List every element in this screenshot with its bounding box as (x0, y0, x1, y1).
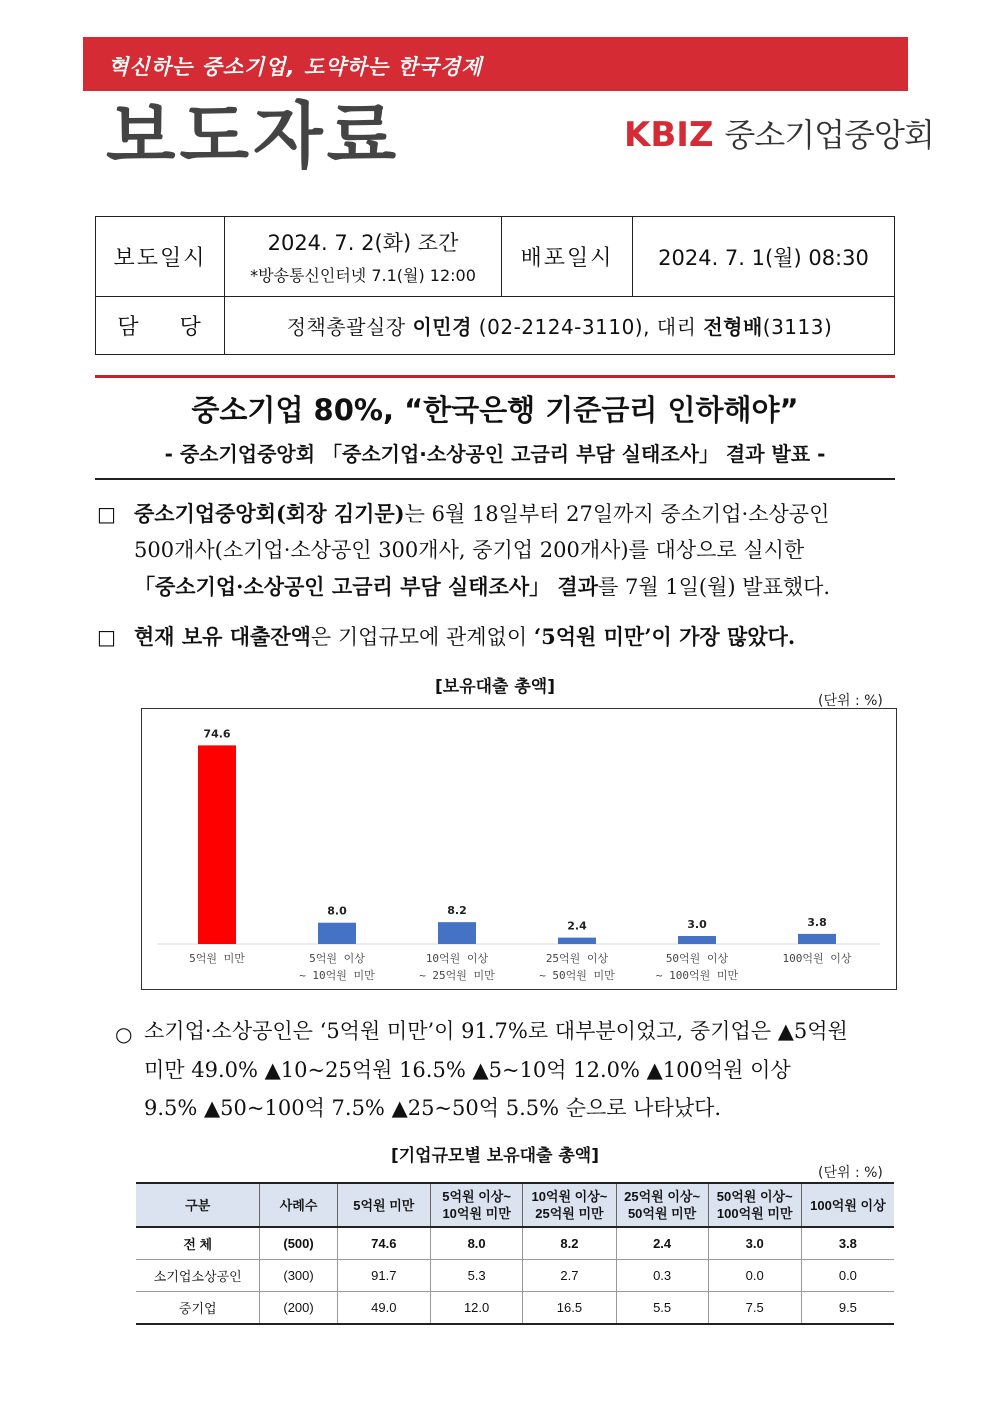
category-label-line2-4: ~ 100억원 미만 (655, 969, 739, 982)
table-cell: 7.5 (708, 1292, 801, 1325)
table-row (136, 1292, 894, 1325)
category-label-line2-3: ~ 50억원 미만 (539, 969, 615, 982)
bar-2 (438, 922, 476, 944)
headline: 중소기업 80%, “한국은행 기준금리 인하해야” (191, 393, 799, 427)
table-cell: 0.3 (616, 1260, 708, 1292)
logo-org-name: 중소기업중앙회 (724, 116, 934, 154)
table-header-row (136, 1183, 894, 1227)
table-cell: 9.5 (801, 1292, 894, 1325)
bullet-circle: ○ (115, 1022, 133, 1046)
table-cell: 2.7 (523, 1260, 616, 1292)
table-cell: 중기업 (136, 1292, 260, 1325)
sub-para-line1: 소기업·소상공인은 ‘5억원 미만’이 91.7%로 대부분이었고, 중기업은 ▲5억원 (144, 1019, 848, 1043)
category-label-line2-1: ~ 10억원 미만 (299, 969, 375, 982)
table-title: [기업규모별 보유대출 총액] (390, 1146, 600, 1166)
bar-value-label-0: 74.6 (203, 727, 231, 741)
para1-line1 (134, 496, 829, 532)
table-cell: 5.3 (430, 1260, 522, 1292)
table-cell: 3.0 (708, 1227, 801, 1260)
contact-title: 정책총괄실장 (286, 315, 413, 339)
table-cell: 소기업소상공인 (136, 1260, 260, 1292)
table-cell: (200) (260, 1292, 337, 1325)
bar-3 (558, 938, 596, 944)
contact-phone: (02-2124-3110), 대리 (471, 315, 704, 339)
para1-survey: 「중소기업·소상공인 고금리 부담 실태조사」 결과 (134, 574, 598, 599)
subheadline: - 중소기업중앙회 「중소기업·소상공인 고금리 부담 실태조사」 결과 발표 - (164, 442, 826, 466)
contact-name-1: 이민경 (412, 315, 472, 339)
category-label-0: 5억원 미만 (189, 952, 245, 965)
chart-unit: (단위 : %) (818, 693, 883, 709)
bar-0 (198, 745, 236, 944)
press-release-title: 보도자료 (106, 94, 401, 178)
column-header: 구분 (136, 1183, 260, 1227)
para1-l1-rest: 는 6월 18일부터 27일까지 중소기업·소상공인 (404, 502, 830, 526)
table-cell: 전 체 (136, 1227, 260, 1260)
divider-black (95, 478, 895, 480)
para2-bold2: ‘5억원 미만’이 가장 많았다. (533, 624, 796, 649)
sub-para-line2: 미만 49.0% ▲10~25억원 16.5% ▲5~10억 12.0% ▲100억원 이상 (144, 1058, 791, 1082)
table-cell: 3.8 (801, 1227, 894, 1260)
table-unit: (단위 : %) (818, 1165, 883, 1181)
release-note: *방송통신인터넷 7.1(월) 12:00 (250, 266, 476, 285)
table-cell: (300) (260, 1260, 337, 1292)
contact-ext: (3113) (762, 315, 833, 339)
bar-value-label-5: 3.8 (807, 915, 827, 929)
category-label-5: 100억원 이상 (782, 952, 852, 965)
distribution-label: 배포일시 (502, 217, 633, 297)
para1-line2: 500개사(소기업·소상공인 300개사, 중기업 200개사)를 대상으로 실시한 (134, 538, 805, 562)
bar-5 (798, 934, 836, 944)
table-cell: 2.4 (616, 1227, 708, 1260)
table-row (136, 1260, 894, 1292)
para1-org: 중소기업중앙회(회장 김기문) (134, 501, 405, 526)
bar-value-label-3: 2.4 (567, 919, 587, 933)
chart-title: [보유대출 총액] (435, 677, 555, 697)
para2-bold1: 현재 보유 대출잔액 (134, 624, 311, 649)
table-row (136, 1227, 894, 1260)
bullet-square-2: □ (97, 625, 116, 649)
divider-red (95, 375, 895, 378)
category-label-1: 5억원 이상 (309, 952, 365, 965)
bar-value-label-4: 3.0 (687, 918, 707, 932)
kbiz-logo (624, 115, 934, 155)
table-cell: 74.6 (337, 1227, 430, 1260)
table-cell: 8.2 (523, 1227, 616, 1260)
loan-chart-frame (141, 708, 897, 990)
bar-value-label-1: 8.0 (327, 904, 347, 918)
para2-mid: 은 기업규모에 관계없이 (310, 625, 534, 649)
column-header: 5억원 미만 (337, 1183, 430, 1227)
category-label-line2-2: ~ 25억원 미만 (419, 969, 495, 982)
bar-1 (318, 923, 356, 944)
column-header: 100억원 이상 (801, 1183, 894, 1227)
table-cell: (500) (260, 1227, 337, 1260)
release-info-table (95, 216, 895, 355)
release-label: 보도일시 (96, 217, 225, 297)
sub-para-line3: 9.5% ▲50~100억 7.5% ▲25~50억 5.5% 순으로 나타났다. (144, 1096, 722, 1120)
table-cell: 8.0 (430, 1227, 522, 1260)
logo-mark: KBIZ (624, 115, 714, 155)
contact-info (225, 297, 895, 355)
table-cell: 5.5 (616, 1292, 708, 1325)
table-body (136, 1227, 894, 1324)
para1-line3 (134, 569, 830, 605)
column-header: 5억원 이상~ 10억원 미만 (430, 1183, 522, 1227)
column-header: 사례수 (260, 1183, 337, 1227)
table-cell: 16.5 (523, 1292, 616, 1325)
table-cell: 0.0 (801, 1260, 894, 1292)
column-header: 10억원 이상~ 25억원 미만 (523, 1183, 616, 1227)
column-header: 25억원 이상~ 50억원 미만 (616, 1183, 708, 1227)
para1-l3-rest: 를 7월 1일(월) 발표했다. (598, 575, 831, 599)
category-label-3: 25억원 이상 (545, 952, 609, 965)
table-cell: 12.0 (430, 1292, 522, 1325)
para2-line (134, 619, 795, 655)
bullet-square: □ (97, 502, 116, 526)
loan-bar-chart (142, 709, 896, 989)
table-cell: 91.7 (337, 1260, 430, 1292)
category-label-2: 10억원 이상 (425, 952, 489, 965)
release-date: 2024. 7. 2(화) 조간 (267, 231, 459, 255)
column-header: 50억원 이상~ 100억원 미만 (708, 1183, 801, 1227)
loan-size-table (136, 1182, 894, 1325)
distribution-date: 2024. 7. 1(월) 08:30 (633, 217, 895, 297)
category-label-4: 50억원 이상 (665, 952, 729, 965)
bar-4 (678, 936, 716, 944)
bar-value-label-2: 8.2 (447, 904, 467, 918)
table-cell: 49.0 (337, 1292, 430, 1325)
table-cell: 0.0 (708, 1260, 801, 1292)
slogan-text: 혁신하는 중소기업, 도약하는 한국경제 (108, 55, 483, 79)
contact-label: 담 당 (96, 297, 225, 355)
release-date-cell (225, 217, 502, 297)
contact-name-2: 전형배 (703, 315, 763, 339)
